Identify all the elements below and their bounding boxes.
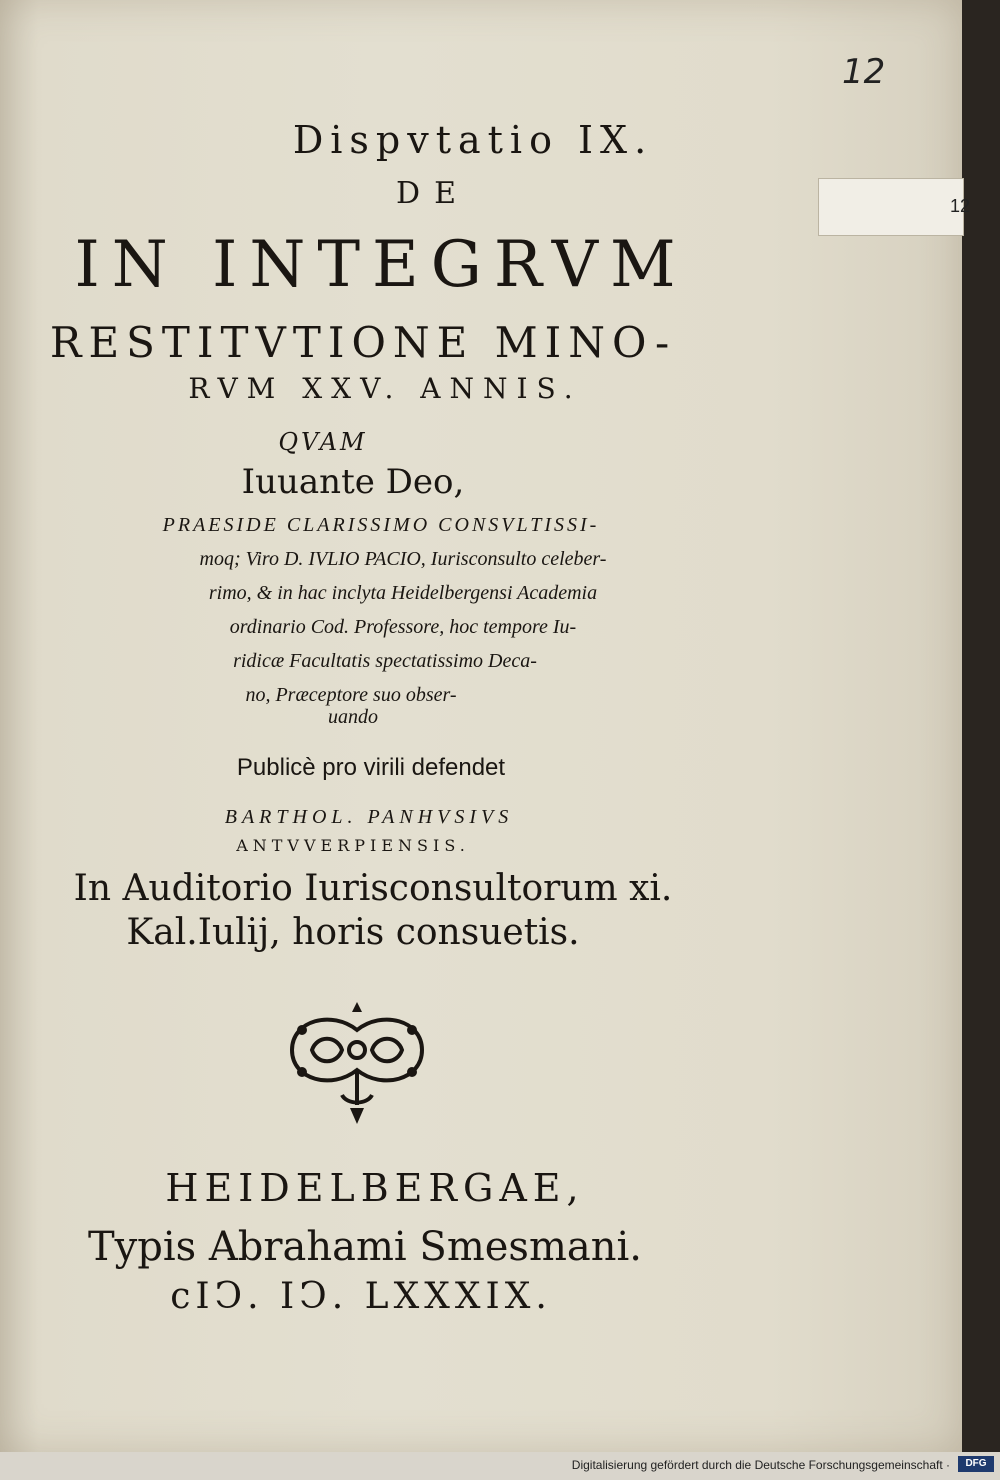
quam-label: QVAM bbox=[278, 428, 368, 456]
imprint-printer: Typis Abrahami Smesmani. bbox=[87, 1224, 642, 1270]
iuuante-deo: Iuuante Deo, bbox=[241, 462, 465, 502]
imprint-city: HEIDELBERGAE, bbox=[165, 1166, 585, 1210]
dfg-logo: DFG bbox=[958, 1456, 994, 1472]
subtitle-line-2: RVM XXV. ANNIS. bbox=[188, 372, 582, 405]
praeside-line: PRAESIDE CLARISSIMO CONSVLTISSI- bbox=[162, 514, 600, 536]
de-heading: DE bbox=[396, 176, 470, 211]
dedication-line-6: no, Præceptore suo obser- bbox=[245, 684, 457, 706]
funding-credit: Digitalisierung gefördert durch die Deutsche Forschungsgemeinschaft · bbox=[571, 1458, 950, 1472]
disputatio-heading: Dispvtatio IX. bbox=[292, 118, 654, 162]
folio-number: 12 bbox=[842, 52, 886, 92]
venue-line-1: In Auditorio Iurisconsultorum xi. bbox=[73, 868, 673, 909]
subtitle-line-1: RESTITVTIONE MINO- bbox=[49, 318, 677, 367]
venue-line-2: Kal.Iulij, horis consuetis. bbox=[126, 912, 580, 953]
tab-number: 12 bbox=[950, 196, 971, 216]
dedication-line-5: ridicæ Facultatis spectatissimo Deca- bbox=[233, 650, 537, 672]
respondent-name: BARTHOL. PANHVSIVS bbox=[224, 806, 514, 828]
dedication-line-7: uando bbox=[328, 706, 378, 728]
respondent-origin: ANTVVERPIENSIS. bbox=[236, 836, 470, 855]
dedication-line-4: ordinario Cod. Professore, hoc tempore Iu- bbox=[229, 616, 577, 638]
main-title: IN INTEGRVM bbox=[74, 228, 688, 302]
printer-ornament-icon bbox=[272, 1000, 442, 1130]
imprint-year: cIↃ. IↃ. LXXXIX. bbox=[170, 1276, 552, 1317]
publice-line: Publicè pro virili defendet bbox=[236, 754, 506, 781]
dedication-line-3: rimo, & in hac inclyta Heidelbergensi Academia bbox=[208, 582, 598, 604]
dedication-line-2: moq; Viro D. IVLIO PACIO, Iurisconsulto celeber- bbox=[199, 548, 607, 570]
